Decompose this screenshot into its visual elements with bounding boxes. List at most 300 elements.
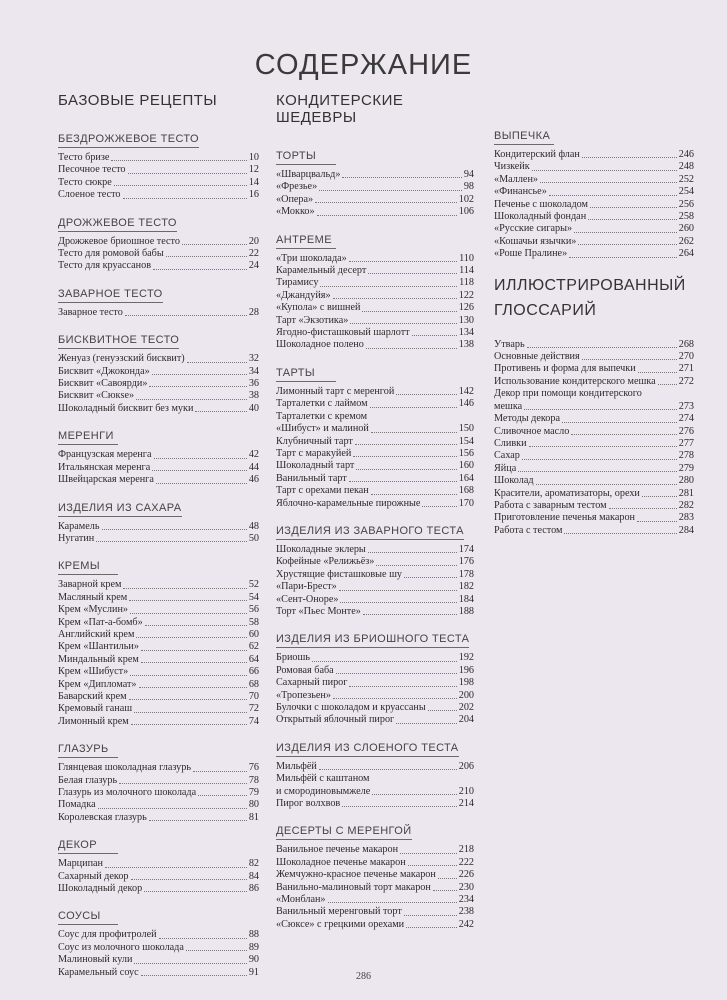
- toc-entry[interactable]: [276, 761, 474, 773]
- toc-entry-title: «Джандуйя»: [276, 289, 331, 301]
- toc-entry[interactable]: [58, 462, 259, 474]
- toc-entry[interactable]: [58, 883, 259, 895]
- dot-leader: [154, 458, 247, 459]
- section-heading[interactable]: АНТРЕМЕ: [276, 234, 336, 249]
- toc-entry[interactable]: [494, 438, 694, 450]
- toc-entry[interactable]: [58, 307, 259, 319]
- dot-leader: [136, 637, 246, 638]
- toc-entry[interactable]: [58, 787, 259, 799]
- toc-entry[interactable]: [494, 236, 694, 248]
- toc-entry[interactable]: [58, 390, 259, 402]
- dot-leader: [355, 444, 457, 445]
- toc-entry-page: 90: [248, 954, 259, 966]
- toc-entry-title: Тарталетки с лаймом: [276, 398, 368, 410]
- toc-entry-title: «Шибуст» и малиной: [276, 423, 369, 435]
- toc-entry-title: Мильфёй с каштаном: [276, 773, 370, 785]
- section-heading[interactable]: ДЕСЕРТЫ С МЕРЕНГОЙ: [276, 825, 412, 840]
- toc-entry[interactable]: [58, 617, 259, 629]
- toc-entry[interactable]: [276, 786, 474, 798]
- toc-entry-page: 50: [248, 532, 259, 544]
- toc-entry-title: Яйца: [494, 462, 517, 474]
- dot-leader: [582, 359, 677, 360]
- dot-leader: [524, 409, 677, 410]
- dot-leader: [123, 588, 246, 589]
- toc-entry[interactable]: [58, 691, 259, 703]
- toc-entry[interactable]: [494, 248, 694, 260]
- toc-entry-title: Глазурь из молочного шоколада: [58, 787, 197, 798]
- dot-leader: [400, 853, 457, 854]
- dot-leader: [145, 625, 247, 626]
- toc-section: [276, 821, 474, 931]
- toc-entry[interactable]: [58, 189, 259, 201]
- toc-entry-page: 94: [463, 169, 474, 180]
- toc-entry[interactable]: [276, 277, 474, 289]
- section-heading[interactable]: КРЕМЫ: [58, 560, 118, 575]
- toc-entry[interactable]: [276, 556, 474, 568]
- toc-entry-page: 218: [458, 844, 474, 856]
- toc-section: [58, 906, 259, 979]
- dot-leader: [198, 795, 247, 796]
- toc-entry-title: Бисквит «Савоярди»: [58, 378, 148, 390]
- toc-entry[interactable]: [494, 463, 694, 475]
- toc-entry-page: 170: [458, 497, 474, 509]
- toc-entry[interactable]: [276, 315, 474, 327]
- toc-entry-title: «Пари-Брест»: [276, 581, 337, 593]
- toc-entry[interactable]: [58, 366, 259, 378]
- dot-leader: [366, 348, 457, 349]
- dot-leader: [527, 347, 677, 348]
- toc-entry[interactable]: [276, 473, 474, 485]
- toc-entry[interactable]: [276, 498, 474, 510]
- dot-leader: [98, 808, 247, 809]
- toc-entry-title: «Русские сигары»: [494, 223, 573, 235]
- toc-entry-page: 32: [248, 353, 259, 365]
- toc-entry-page: 283: [678, 512, 694, 524]
- dot-leader: [356, 469, 456, 470]
- toc-entry-page: 22: [248, 248, 259, 260]
- toc-entry-title: Песочное тесто: [58, 164, 126, 176]
- toc-entry[interactable]: [276, 423, 474, 435]
- section-heading[interactable]: ДЕКОР: [58, 839, 118, 854]
- toc-entry-page: 70: [248, 690, 259, 702]
- toc-entry[interactable]: [276, 411, 474, 423]
- dot-leader: [658, 384, 677, 385]
- column-baking-glossary: [494, 126, 694, 537]
- toc-section: [58, 426, 259, 486]
- toc-entry-title: «Три шоколада»: [276, 252, 347, 264]
- toc-entry-page: 62: [248, 641, 259, 653]
- toc-entry-title: Торт «Пьес Монте»: [276, 605, 361, 617]
- dot-leader: [144, 891, 247, 892]
- toc-entry-title: Красители, ароматизаторы, орехи: [494, 487, 640, 499]
- toc-entry-page: 174: [458, 543, 474, 555]
- section-heading[interactable]: МЕРЕНГИ: [58, 430, 118, 445]
- section-heading[interactable]: ИЗДЕЛИЯ ИЗ БРИОШНОГО ТЕСТА: [276, 633, 469, 648]
- toc-entry[interactable]: [494, 339, 694, 351]
- toc-entry[interactable]: [276, 906, 474, 918]
- toc-entry[interactable]: [494, 161, 694, 173]
- toc-entry[interactable]: [276, 386, 474, 398]
- toc-entry[interactable]: [58, 775, 259, 787]
- dot-leader: [549, 195, 677, 196]
- toc-entry-page: 98: [463, 181, 474, 193]
- toc-entry[interactable]: [58, 579, 259, 591]
- section-heading[interactable]: СОУСЫ: [58, 910, 118, 925]
- section-heading[interactable]: ТАРТЫ: [276, 367, 336, 382]
- toc-entry[interactable]: [276, 594, 474, 606]
- toc-entry[interactable]: [276, 919, 474, 931]
- toc-entry[interactable]: [494, 512, 694, 524]
- toc-entry-page: 284: [678, 524, 694, 536]
- toc-entry[interactable]: [276, 460, 474, 472]
- dot-leader: [182, 244, 247, 245]
- toc-entry[interactable]: [276, 194, 474, 206]
- section-heading[interactable]: ИЗДЕЛИЯ ИЗ СЛОЕНОГО ТЕСТА: [276, 742, 459, 757]
- toc-entry-page: 16: [248, 189, 259, 201]
- toc-section: [276, 521, 474, 618]
- toc-entry[interactable]: [58, 703, 259, 715]
- dot-leader: [368, 552, 457, 553]
- toc-entry[interactable]: [276, 581, 474, 593]
- dot-leader: [187, 362, 247, 363]
- toc-entry[interactable]: [494, 388, 694, 400]
- toc-entry-title: Тирамису: [276, 277, 319, 289]
- section-heading[interactable]: ВЫПЕЧКА: [494, 130, 554, 145]
- toc-entry[interactable]: [494, 149, 694, 161]
- toc-entry[interactable]: [276, 702, 474, 714]
- toc-entry-title: Тесто бризе: [58, 152, 110, 163]
- toc-entry-title: Карамельный соус: [58, 966, 139, 978]
- toc-entry[interactable]: [494, 186, 694, 198]
- toc-entry-page: 154: [458, 435, 474, 447]
- toc-entry[interactable]: [276, 398, 474, 410]
- toc-entry-page: 258: [678, 211, 694, 223]
- toc-entry-title: Утварь: [494, 338, 525, 350]
- toc-entry[interactable]: [276, 652, 474, 664]
- toc-entry-title: «Тропезьен»: [276, 689, 331, 701]
- toc-entry-page: 14: [248, 176, 259, 188]
- toc-entry-title: «Роше Пралине»: [494, 248, 568, 260]
- dot-leader: [149, 386, 246, 387]
- toc-entry-page: 86: [248, 883, 259, 895]
- toc-entry[interactable]: [276, 773, 474, 785]
- toc-entry-page: 277: [678, 437, 694, 449]
- dot-leader: [134, 963, 246, 964]
- toc-entry-page: 271: [678, 363, 694, 375]
- section-heading[interactable]: ИЗДЕЛИЯ ИЗ ЗАВАРНОГО ТЕСТА: [276, 525, 464, 540]
- dot-leader: [372, 794, 456, 795]
- toc-entry-title: Шоколадный фондан: [494, 211, 587, 223]
- toc-entry-title: Шоколадное печенье макарон: [276, 856, 406, 868]
- toc-entry[interactable]: [58, 449, 259, 461]
- dot-leader: [349, 261, 457, 262]
- toc-entry-title: Соус для профитролей: [58, 929, 157, 941]
- toc-entry[interactable]: [276, 327, 474, 339]
- dot-leader: [141, 662, 247, 663]
- toc-section: [276, 230, 474, 352]
- dot-leader: [571, 434, 676, 435]
- toc-entry-page: 182: [458, 581, 474, 593]
- toc-section: [58, 284, 259, 319]
- toc-entry-page: 12: [248, 164, 259, 176]
- toc-entry[interactable]: [494, 488, 694, 500]
- toc-entry-page: 118: [459, 277, 474, 289]
- dot-leader: [433, 890, 457, 891]
- toc-entry-title: Клубничный тарт: [276, 435, 353, 447]
- dot-leader: [578, 244, 676, 245]
- dot-leader: [574, 232, 677, 233]
- dot-leader: [638, 372, 677, 373]
- section-heading[interactable]: ЗАВАРНОЕ ТЕСТО: [58, 288, 163, 303]
- dot-leader: [152, 470, 247, 471]
- dot-leader: [195, 411, 246, 412]
- toc-entry[interactable]: [276, 894, 474, 906]
- toc-entry-page: 42: [248, 449, 259, 461]
- toc-entry-title: Швейцарская меренга: [58, 474, 154, 486]
- toc-entry[interactable]: [494, 174, 694, 186]
- toc-entry[interactable]: [58, 799, 259, 811]
- toc-entry[interactable]: [494, 363, 694, 375]
- section-heading[interactable]: ГЛАЗУРЬ: [58, 743, 118, 758]
- toc-entry[interactable]: [276, 869, 474, 881]
- dot-leader: [119, 783, 247, 784]
- toc-entry-title: Бисквит «Сюкse»: [58, 390, 135, 402]
- part-title: КОНДИТЕРСКИЕ ШЕДЕВРЫ: [276, 92, 404, 126]
- toc-entry-title: Декор при помощи кондитерского: [494, 388, 642, 400]
- toc-entry[interactable]: [58, 521, 259, 533]
- toc-entry[interactable]: [276, 569, 474, 581]
- toc-entry[interactable]: [58, 236, 259, 248]
- toc-entry[interactable]: [494, 500, 694, 512]
- toc-entry-title: «Маллен»: [494, 173, 538, 185]
- toc-entry-page: 36: [248, 378, 259, 390]
- toc-entry[interactable]: [58, 858, 259, 870]
- toc-entry[interactable]: [276, 302, 474, 314]
- toc-entry-page: 264: [678, 248, 694, 260]
- toc-entry[interactable]: [58, 152, 259, 164]
- toc-entry-page: 79: [248, 787, 259, 798]
- toc-entry-title: Крем «Муслин»: [58, 604, 128, 616]
- toc-entry[interactable]: [58, 666, 259, 678]
- toc-entry[interactable]: [58, 654, 259, 666]
- toc-entry-title: Ромовая баба: [276, 664, 334, 676]
- toc-entry-title: Крем «Шибуст»: [58, 666, 129, 678]
- toc-entry[interactable]: [494, 376, 694, 388]
- toc-entry[interactable]: [58, 812, 259, 824]
- toc-entry[interactable]: [58, 604, 259, 616]
- toc-entry-page: 68: [248, 678, 259, 690]
- dot-leader: [111, 160, 246, 161]
- toc-entry[interactable]: [276, 339, 474, 351]
- toc-entry[interactable]: [276, 677, 474, 689]
- toc-entry-page: 262: [678, 235, 694, 247]
- page-number: 286: [356, 971, 371, 982]
- section-heading[interactable]: БИСКВИТНОЕ ТЕСТО: [58, 334, 179, 349]
- dot-leader: [96, 541, 247, 542]
- toc-entry[interactable]: [276, 253, 474, 265]
- toc-entry-page: 274: [678, 413, 694, 425]
- toc-section: [276, 629, 474, 726]
- dot-leader: [438, 878, 457, 879]
- dot-leader: [536, 484, 677, 485]
- toc-entry[interactable]: [58, 177, 259, 189]
- dot-leader: [396, 394, 456, 395]
- toc-entry[interactable]: [276, 436, 474, 448]
- toc-entry[interactable]: [494, 450, 694, 462]
- toc-entry[interactable]: [58, 679, 259, 691]
- toc-entry[interactable]: [58, 762, 259, 774]
- toc-entry-title: Ванильный меренговый торт: [276, 906, 402, 918]
- dot-leader: [350, 323, 456, 324]
- toc-entry[interactable]: [276, 485, 474, 497]
- toc-entry[interactable]: [494, 351, 694, 363]
- dot-leader: [129, 699, 247, 700]
- toc-entry-title: Пирог волхвов: [276, 798, 341, 810]
- toc-entry[interactable]: [276, 206, 474, 218]
- toc-entry-title: Нугатин: [58, 532, 95, 544]
- toc-entry[interactable]: [58, 641, 259, 653]
- toc-entry-page: 138: [458, 339, 474, 351]
- toc-entry[interactable]: [494, 475, 694, 487]
- toc-entry-page: 60: [248, 628, 259, 640]
- toc-entry-title: Малиновый кули: [58, 954, 133, 966]
- toc-entry-title: Крем «Дипломат»: [58, 678, 137, 690]
- toc-entry[interactable]: [58, 353, 259, 365]
- toc-entry-page: 281: [678, 487, 694, 499]
- dot-leader: [130, 613, 247, 614]
- toc-entry[interactable]: [58, 871, 259, 883]
- toc-entry-page: 202: [458, 702, 474, 713]
- toc-entry-page: 278: [678, 450, 694, 462]
- section-heading[interactable]: БЕЗДРОЖЖЕВОЕ ТЕСТО: [58, 133, 199, 148]
- toc-entry-page: 204: [458, 714, 474, 726]
- toc-entry[interactable]: [276, 265, 474, 277]
- toc-entry[interactable]: [494, 211, 694, 223]
- toc-entry-page: 34: [248, 365, 259, 377]
- dot-leader: [131, 879, 247, 880]
- toc-entry[interactable]: [58, 248, 259, 260]
- toc-entry-page: 276: [678, 425, 694, 437]
- section-heading[interactable]: ДРОЖЖЕВОЕ ТЕСТО: [58, 217, 177, 232]
- toc-entry[interactable]: [276, 690, 474, 702]
- toc-entry[interactable]: [494, 223, 694, 235]
- dot-leader: [149, 820, 247, 821]
- dot-leader: [123, 198, 247, 199]
- dot-leader: [609, 508, 677, 509]
- toc-entry-title: Помадка: [58, 799, 96, 811]
- toc-entry-title: Заварной крем: [58, 579, 122, 591]
- toc-entry[interactable]: [276, 181, 474, 193]
- toc-entry[interactable]: [276, 544, 474, 556]
- toc-entry[interactable]: [276, 290, 474, 302]
- toc-entry-title: мешка: [494, 400, 523, 412]
- toc-entry[interactable]: [276, 882, 474, 894]
- toc-entry-title: Хрустящие фисташковые шу: [276, 568, 403, 580]
- toc-entry[interactable]: [58, 164, 259, 176]
- dot-leader: [642, 496, 677, 497]
- toc-entry-title: Карамель: [58, 520, 100, 532]
- toc-entry-page: 238: [458, 906, 474, 918]
- toc-entry-page: 226: [458, 869, 474, 881]
- toc-entry-page: 64: [248, 653, 259, 665]
- toc-entry[interactable]: [58, 378, 259, 390]
- toc-entry-page: 234: [458, 894, 474, 906]
- toc-entry[interactable]: [494, 426, 694, 438]
- toc-entry[interactable]: [276, 665, 474, 677]
- toc-entry[interactable]: [494, 413, 694, 425]
- toc-section: [276, 363, 474, 510]
- dot-leader: [319, 769, 457, 770]
- toc-entry-page: 273: [678, 400, 694, 412]
- toc-entry[interactable]: [494, 525, 694, 537]
- toc-entry-title: Сахарный декор: [58, 870, 129, 882]
- section-heading[interactable]: ТОРТЫ: [276, 150, 336, 165]
- toc-entry-title: Шоколадные эклеры: [276, 543, 366, 555]
- toc-entry[interactable]: [276, 448, 474, 460]
- toc-entry-title: Шоколадный тарт: [276, 460, 355, 472]
- toc-entry[interactable]: [276, 169, 474, 181]
- dot-leader: [562, 422, 677, 423]
- toc-entry[interactable]: [494, 199, 694, 211]
- toc-entry-page: 20: [248, 235, 259, 247]
- dot-leader: [130, 675, 247, 676]
- toc-entry-page: 279: [678, 462, 694, 474]
- toc-entry-title: «Монблан»: [276, 894, 326, 906]
- toc-entry[interactable]: [58, 474, 259, 486]
- toc-entry[interactable]: [58, 954, 259, 966]
- dot-leader: [134, 712, 247, 713]
- toc-entry[interactable]: [58, 592, 259, 604]
- column-masterpieces: [276, 92, 474, 942]
- toc-entry[interactable]: [276, 844, 474, 856]
- dot-leader: [588, 219, 677, 220]
- dot-leader: [349, 686, 456, 687]
- toc-entry[interactable]: [276, 798, 474, 810]
- dot-leader: [129, 600, 247, 601]
- toc-entry-page: 214: [458, 798, 474, 810]
- toc-entry-title: Открытый яблочный пирог: [276, 714, 395, 726]
- toc-entry[interactable]: [58, 403, 259, 415]
- toc-entry[interactable]: [58, 629, 259, 641]
- toc-entry-page: 156: [458, 447, 474, 459]
- toc-entry[interactable]: [58, 716, 259, 728]
- dot-leader: [339, 590, 457, 591]
- toc-entry-title: Тарт «Экзотика»: [276, 314, 349, 326]
- dot-leader: [564, 533, 676, 534]
- toc-section: [58, 330, 259, 415]
- dot-leader: [315, 202, 457, 203]
- toc-section: [58, 129, 259, 202]
- dot-leader: [404, 915, 457, 916]
- toc-entry[interactable]: [58, 942, 259, 954]
- dot-leader: [320, 286, 457, 287]
- toc-entry-page: 66: [248, 666, 259, 678]
- dot-leader: [186, 950, 247, 951]
- toc-entry[interactable]: [58, 929, 259, 941]
- dot-leader: [371, 432, 457, 433]
- dot-leader: [349, 481, 457, 482]
- toc-entry[interactable]: [58, 533, 259, 545]
- dot-leader: [328, 902, 457, 903]
- toc-entry-page: 84: [248, 870, 259, 882]
- toc-entry[interactable]: [58, 260, 259, 272]
- toc-entry[interactable]: [494, 401, 694, 413]
- dot-leader: [333, 298, 457, 299]
- toc-entry[interactable]: [276, 606, 474, 618]
- section-heading[interactable]: ИЗДЕЛИЯ ИЗ САХАРА: [58, 502, 182, 517]
- toc-entry[interactable]: [276, 714, 474, 726]
- toc-entry[interactable]: [276, 857, 474, 869]
